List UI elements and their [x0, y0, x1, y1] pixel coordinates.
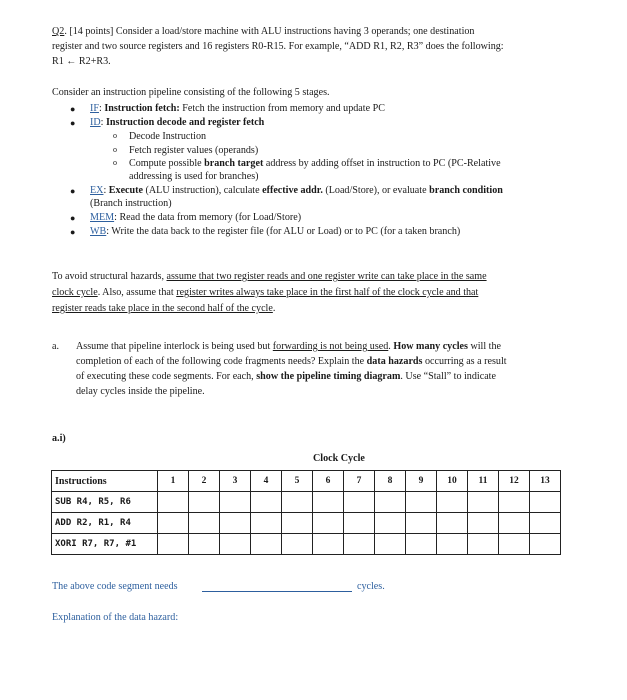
bullet-icon: ● — [70, 104, 76, 114]
timing-cell[interactable] — [530, 534, 561, 555]
cycle-header: 12 — [499, 471, 530, 492]
cycle-header: 8 — [375, 471, 406, 492]
cycle-header: 2 — [189, 471, 220, 492]
circle-bullet-icon: o — [113, 131, 117, 140]
instruction-cell: ADD R2, R1, R4 — [52, 513, 158, 534]
hazard-line-1: To avoid structural hazards, assume that two register reads and one register write can take place in the same — [52, 271, 487, 282]
timing-cell[interactable] — [189, 492, 220, 513]
cycle-header: 11 — [468, 471, 499, 492]
timing-cell[interactable] — [530, 513, 561, 534]
hazard-line-2: clock cycle. Also, assume that register writes always take place in the first half of the clock cycle and that — [52, 287, 479, 298]
stage-ex-cont: (Branch instruction) — [90, 198, 172, 209]
table-row — [52, 513, 561, 534]
part-a-letter: a. — [52, 341, 60, 352]
cycle-header: 9 — [406, 471, 437, 492]
clock-cycle-title: Clock Cycle — [313, 453, 365, 464]
explanation-label: Explanation of the data hazard: — [52, 612, 179, 623]
segment-cycles-prefix: The above code segment needs — [52, 581, 178, 592]
id-sub-2: Fetch register values (operands) — [129, 145, 259, 156]
instruction-cell: SUB R4, R5, R6 — [52, 492, 158, 513]
stage-if: IF: Instruction fetch: Fetch the instruction from memory and update PC — [90, 103, 385, 114]
hazard-line-3: register reads take place in the second half of the cycle. — [52, 303, 276, 314]
id-sub-3: Compute possible branch target address by adding offset in instruction to PC (PC-Relative — [129, 158, 501, 169]
timing-cell[interactable] — [313, 513, 344, 534]
timing-cell[interactable] — [499, 534, 530, 555]
timing-cell[interactable] — [282, 513, 313, 534]
stage-mem: MEM: Read the data from memory (for Load/Store) — [90, 212, 302, 223]
timing-cell[interactable] — [282, 534, 313, 555]
pipeline-timing-table — [51, 470, 561, 555]
part-a-line-1: Assume that pipeline interlock is being used but forwarding is not being used. How many cycles will the — [76, 341, 502, 352]
q2-line-2: register and two source registers and 16 registers R0-R15. For example, “ADD R1, R2, R3” does the following: — [52, 41, 504, 52]
cycle-header: 3 — [220, 471, 251, 492]
timing-cell[interactable] — [437, 492, 468, 513]
timing-cell[interactable] — [344, 534, 375, 555]
cycle-header: 1 — [158, 471, 189, 492]
timing-cell[interactable] — [375, 492, 406, 513]
id-sub-3-cont: addressing is used for branches) — [129, 171, 259, 182]
table-row — [52, 492, 561, 513]
cycle-header: 5 — [282, 471, 313, 492]
timing-cell[interactable] — [313, 492, 344, 513]
cycle-header: 10 — [437, 471, 468, 492]
timing-cell[interactable] — [220, 534, 251, 555]
instructions-header: Instructions — [52, 471, 158, 492]
part-ai-label: a.i) — [52, 433, 66, 444]
timing-cell[interactable] — [406, 492, 437, 513]
timing-cell[interactable] — [158, 513, 189, 534]
q2-label: Q2 — [52, 26, 65, 37]
timing-cell[interactable] — [344, 513, 375, 534]
circle-bullet-icon: o — [113, 158, 117, 167]
timing-cell[interactable] — [251, 492, 282, 513]
timing-cell[interactable] — [406, 534, 437, 555]
bullet-icon: ● — [70, 118, 76, 128]
cycle-header: 13 — [530, 471, 561, 492]
timing-cell[interactable] — [220, 513, 251, 534]
part-a-line-3: of executing these code segments. For each, show the pipeline timing diagram. Use “Stall” to indicate — [76, 371, 496, 382]
timing-cell[interactable] — [189, 513, 220, 534]
stage-ex: EX: Execute (ALU instruction), calculate effective addr. (Load/Store), or evaluate branch condition — [90, 185, 503, 196]
timing-cell[interactable] — [158, 534, 189, 555]
q2-line-1: Q2. [14 points] Consider a load/store machine with ALU instructions having 3 operands; one destination — [52, 26, 475, 37]
timing-cell[interactable] — [499, 513, 530, 534]
timing-cell[interactable] — [530, 492, 561, 513]
timing-cell[interactable] — [251, 513, 282, 534]
table-row — [52, 534, 561, 555]
timing-cell[interactable] — [375, 534, 406, 555]
timing-cell[interactable] — [158, 492, 189, 513]
timing-cell[interactable] — [468, 534, 499, 555]
segment-cycles-suffix: cycles. — [357, 581, 385, 592]
stage-id: ID: Instruction decode and register fetch — [90, 117, 265, 128]
timing-cell[interactable] — [468, 492, 499, 513]
timing-cell[interactable] — [437, 513, 468, 534]
pipeline-intro: Consider an instruction pipeline consisting of the following 5 stages. — [52, 87, 330, 98]
q2-line-3: R1 ← R2+R3. — [52, 56, 111, 67]
cycle-header: 4 — [251, 471, 282, 492]
instruction-cell: XORI R7, R7, #1 — [52, 534, 158, 555]
timing-cell[interactable] — [313, 534, 344, 555]
timing-cell[interactable] — [220, 492, 251, 513]
bullet-icon: ● — [70, 186, 76, 196]
timing-cell[interactable] — [189, 534, 220, 555]
timing-cell[interactable] — [251, 534, 282, 555]
timing-cell[interactable] — [437, 534, 468, 555]
cycle-header: 6 — [313, 471, 344, 492]
timing-cell[interactable] — [375, 513, 406, 534]
circle-bullet-icon: o — [113, 145, 117, 154]
timing-cell[interactable] — [499, 492, 530, 513]
cycle-header: 7 — [344, 471, 375, 492]
part-a-line-4: delay cycles inside the pipeline. — [76, 386, 205, 397]
timing-cell[interactable] — [406, 513, 437, 534]
bullet-icon: ● — [70, 213, 76, 223]
stage-wb: WB: Write the data back to the register file (for ALU or Load) or to PC (for a taken branch) — [90, 226, 461, 237]
cycles-answer-blank[interactable] — [202, 591, 352, 592]
table-header-row — [52, 471, 561, 492]
id-sub-1: Decode Instruction — [129, 131, 207, 142]
timing-cell[interactable] — [282, 492, 313, 513]
bullet-icon: ● — [70, 227, 76, 237]
timing-cell[interactable] — [468, 513, 499, 534]
timing-cell[interactable] — [344, 492, 375, 513]
part-a-line-2: completion of each of the following code fragments needs? Explain the data hazards occurring as a result — [76, 356, 507, 367]
